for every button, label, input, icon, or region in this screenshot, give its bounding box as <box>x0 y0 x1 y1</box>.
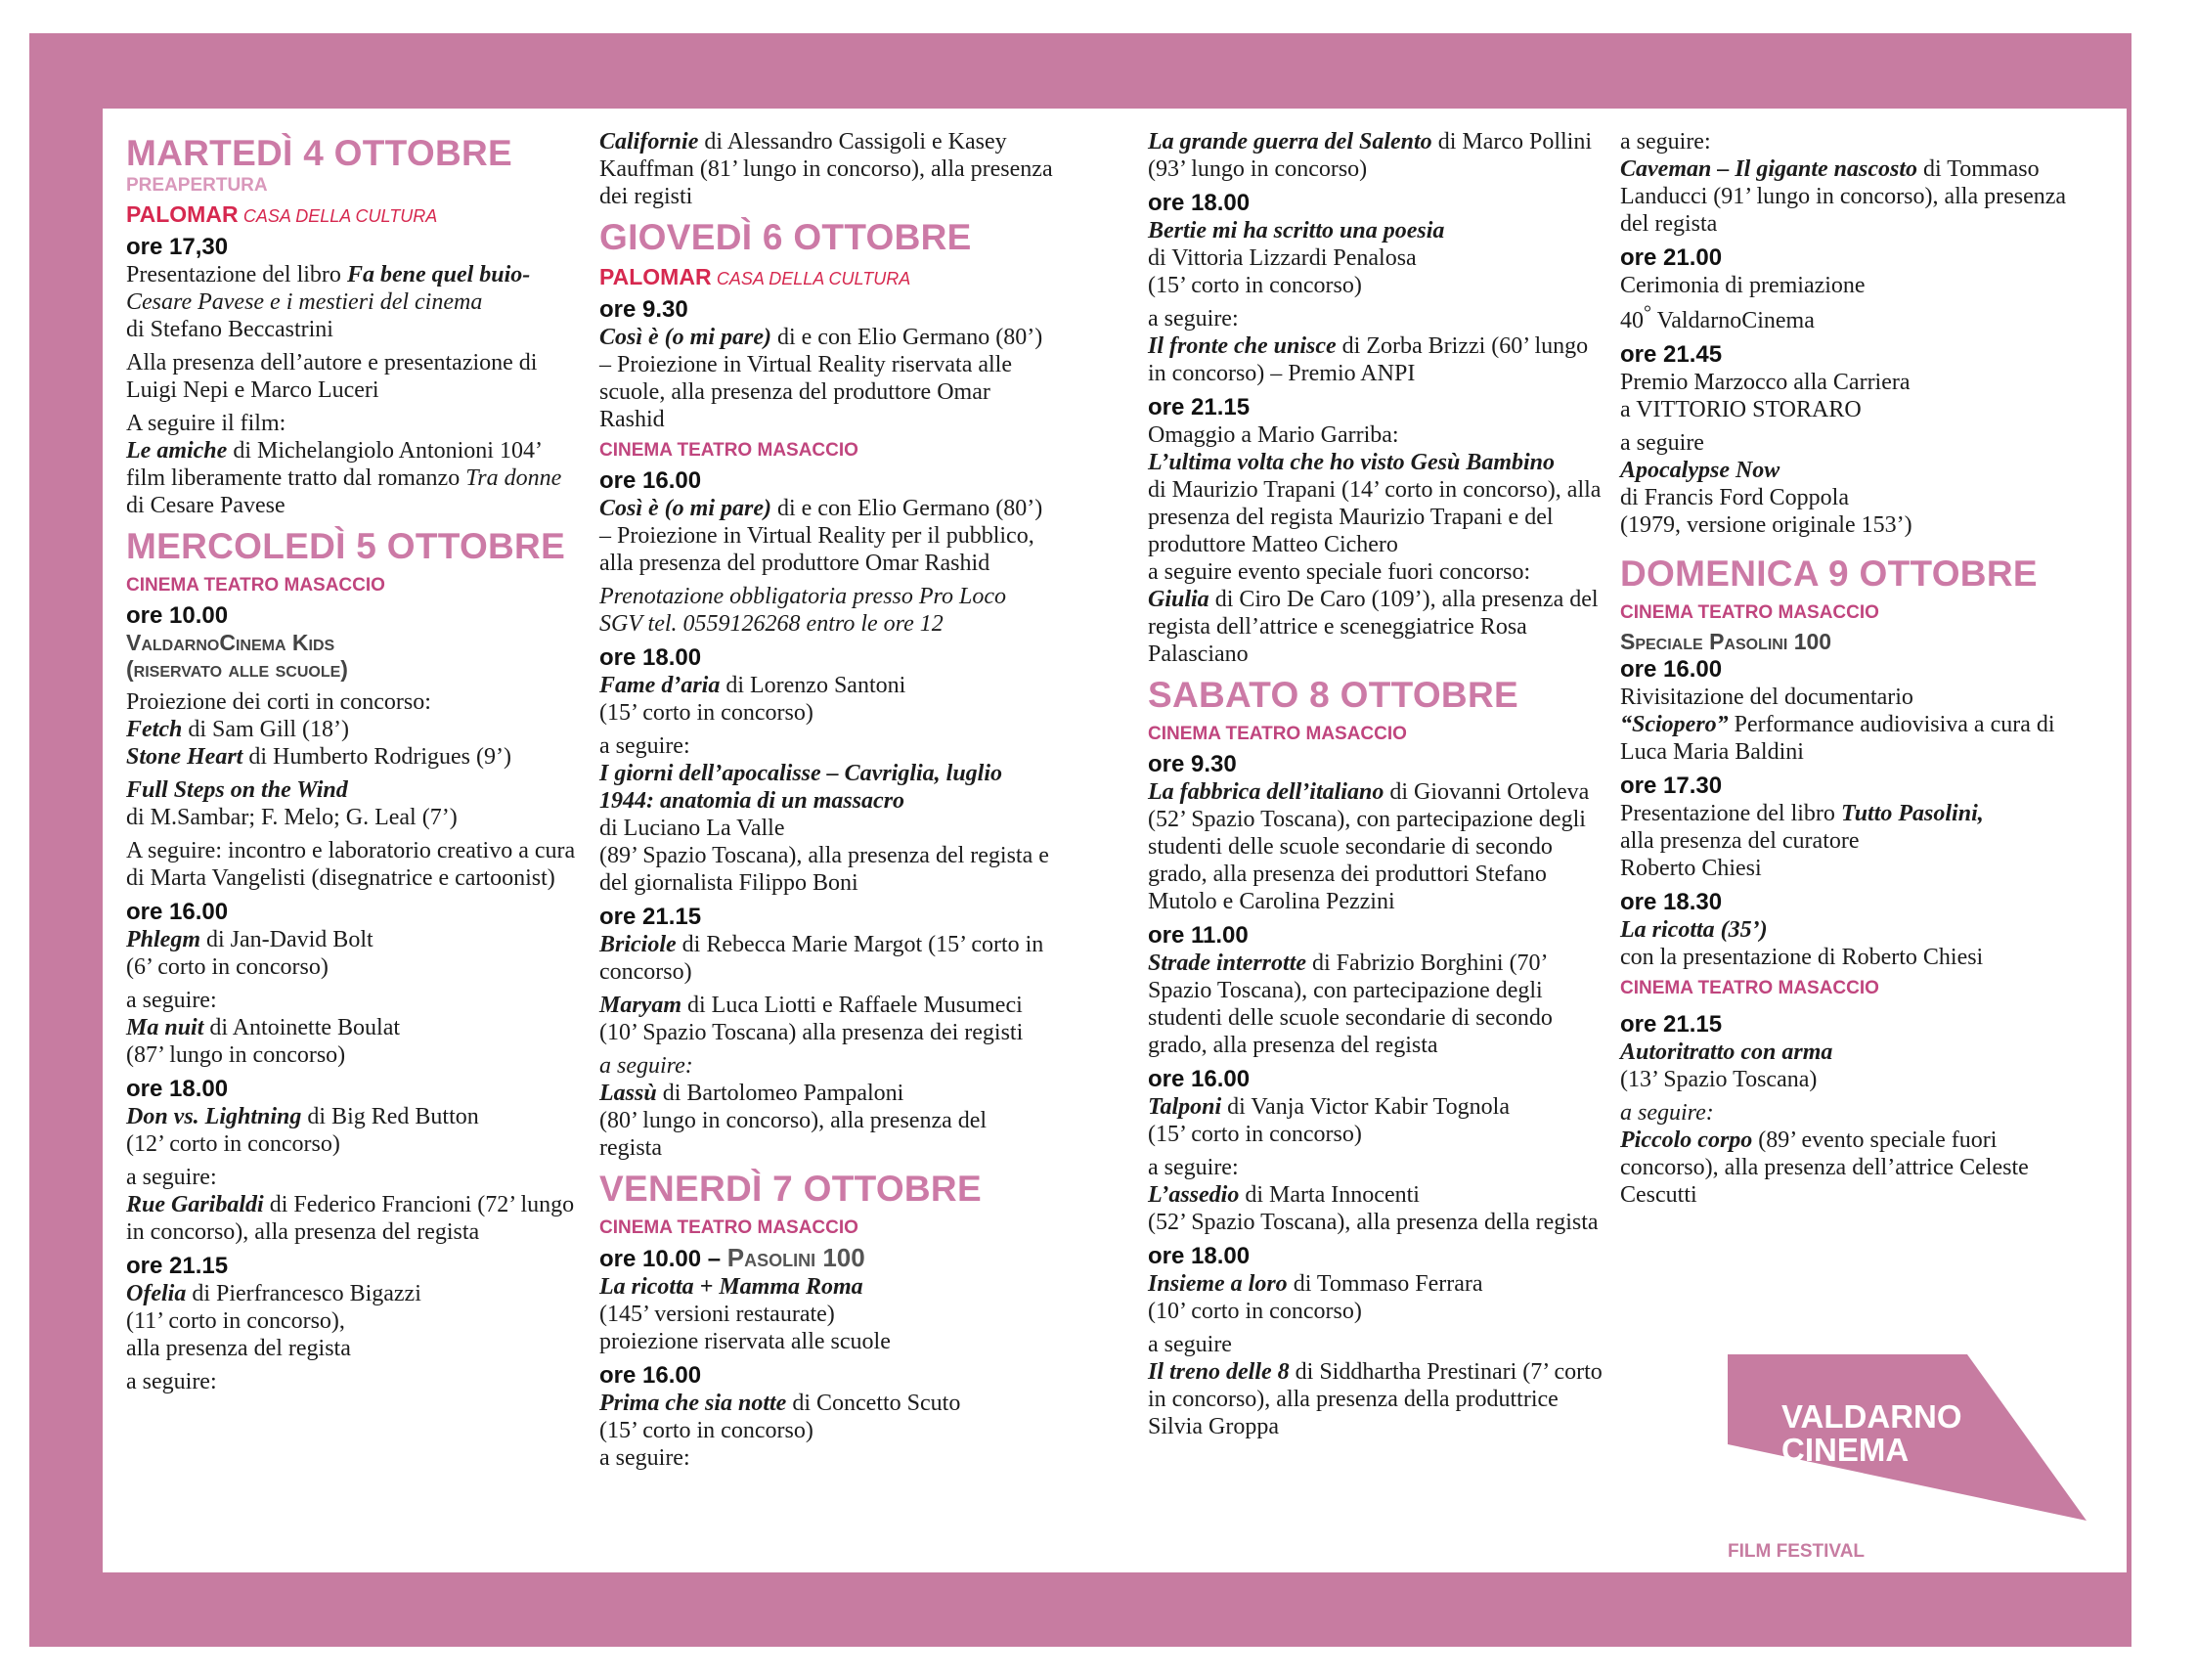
event-text: Ofelia di Pierfrancesco Bigazzi (11’ corto in concorso), alla presenza del regista <box>126 1281 421 1361</box>
event-time: ore 21.15 <box>599 904 702 930</box>
event-time: ore 17,30 <box>126 234 229 260</box>
event-time: ore 16.00 <box>1148 1066 1251 1092</box>
day-heading: GIOVEDÌ 6 OTTOBRE <box>599 217 972 257</box>
event-text: Omaggio a Mario Garriba: L’ultima volta che ho visto Gesù Bambino di Maurizio Trapani (14’ corto in concorso), alla presenza del regista Maurizio Trapani e del produttore Matteo Cichero a seguire evento speciale fuori concorso: Giulia di Ciro De Caro (109’), alla presenza del regista dell’attrice e sceneggiatrice Rosa Palasciano <box>1148 422 1602 667</box>
event-text: Californie di Alessandro Cassigoli e Kasey Kauffman (81’ lungo in concorso), alla presenza dei registi <box>599 129 1053 209</box>
event-time: ore 17.30 <box>1620 773 1723 799</box>
event-time: ore 21.45 <box>1620 341 1723 368</box>
event-text: Proiezione dei corti in concorso: Fetch di Sam Gill (18’) Stone Heart di Humberto Rodrigues (9’) <box>126 689 511 770</box>
venue-subname: CASA DELLA CULTURA <box>716 269 911 288</box>
event-time: ore 18.00 <box>126 1076 229 1102</box>
event-time: ore 16.00 <box>599 467 702 494</box>
event-text: a seguire: Piccolo corpo (89’ evento speciale fuori concorso), alla presenza dell’attrice Celeste Cescutti <box>1620 1100 2029 1208</box>
event-text: Maryam di Luca Liotti e Raffaele Musumeci (10’ Spazio Toscana) alla presenza dei registi <box>599 993 1024 1045</box>
event-text: Bertie mi ha scritto una poesia di Vittoria Lizzardi Penalosa (15’ corto in concorso) <box>1148 218 1445 298</box>
event-text: a seguire: Caveman – Il gigante nascosto di Tommaso Landucci (91’ lungo in concorso), alla presenza del regista <box>1620 129 2067 237</box>
venue-name: PALOMAR <box>126 201 239 227</box>
section-label: (riservato alle scuole) <box>126 656 348 682</box>
event-text: Così è (o mi pare) di e con Elio Germano (80’) – Proiezione in Virtual Reality riservata alle scuole, alla presenza del produttore Omar Rashid <box>599 325 1043 432</box>
event-text: a seguire: L’assedio di Marta Innocenti (52’ Spazio Toscana), alla presenza della regista <box>1148 1155 1599 1235</box>
event-text: Briciole di Rebecca Marie Margot (15’ corto in concorso) <box>599 932 1044 985</box>
event-time: ore 16.00 <box>599 1362 702 1389</box>
event-text: Presentazione del libro Fa bene quel buio- Cesare Pavese e i mestieri del cinema di Stefano Beccastrini <box>126 262 531 342</box>
event-text: a seguire: <box>126 1369 217 1394</box>
event-text: a seguire Il treno delle 8 di Siddhartha Prestinari (7’ corto in concorso), alla presenza della produttrice Silvia Groppa <box>1148 1332 1603 1439</box>
event-time: ore 11.00 <box>1148 922 1249 949</box>
venue-label: CINEMA TEATRO MASACCIO <box>1620 978 1879 998</box>
event-text: Don vs. Lightning di Big Red Button (12’ corto in concorso) <box>126 1104 479 1157</box>
venue-label: CINEMA TEATRO MASACCIO <box>126 575 385 596</box>
venue-label <box>126 202 581 229</box>
event-text: Full Steps on the Wind di M.Sambar; F. Melo; G. Leal (7’) <box>126 777 458 830</box>
event-text: a seguire: Il fronte che unisce di Zorba Brizzi (60’ lungo in concorso) – Premio ANPI <box>1148 306 1589 386</box>
festival-logo-text: VALDARNO CINEMA <box>1781 1398 1962 1468</box>
venue-label <box>599 265 1054 291</box>
day-heading: MARTEDÌ 4 OTTOBRE <box>126 133 512 173</box>
event-text: La fabbrica dell’italiano di Giovanni Ortoleva (52’ Spazio Toscana), con partecipazione degli studenti delle scuole secondarie di secondo grado, alla presenza dei produttori Stefano Mutolo e Carolina Pezzini <box>1148 779 1590 914</box>
event-text: Insieme a loro di Tommaso Ferrara (10’ corto in concorso) <box>1148 1271 1483 1324</box>
venue-subname: CASA DELLA CULTURA <box>242 206 438 226</box>
venue-name: PALOMAR <box>599 264 712 289</box>
event-text: a seguire Apocalypse Now di Francis Ford Coppola (1979, versione originale 153’) <box>1620 430 1912 538</box>
venue-label: CINEMA TEATRO MASACCIO <box>1620 602 1879 623</box>
event-text: Rivisitazione del documentario “Sciopero” Performance audiovisiva a cura di Luca Maria Baldini <box>1620 685 2055 765</box>
program-sheet <box>103 109 2127 1572</box>
column-4 <box>1620 128 2080 1215</box>
event-time: ore 18.00 <box>1148 190 1251 216</box>
event-text: A seguire: incontro e laboratorio creativo a cura di Marta Vangelisti (disegnatrice e cartoonist) <box>126 838 576 891</box>
venue-label: CINEMA TEATRO MASACCIO <box>599 1217 858 1238</box>
festival-logo-subtitle: FILM FESTIVAL <box>1728 1541 1866 1562</box>
event-text: La ricotta (35’) con la presentazione di Roberto Chiesi <box>1620 917 1984 970</box>
event-time: ore 18.30 <box>1620 889 1723 915</box>
event-time: ore 21.00 <box>1620 244 1723 271</box>
column-1 <box>126 128 581 1401</box>
event-text: Alla presenza dell’autore e presentazione di Luigi Nepi e Marco Luceri <box>126 350 538 403</box>
event-time: ore 9.30 <box>599 296 688 323</box>
event-time: ore 10.00 – Pasolini 100 <box>599 1243 865 1272</box>
event-text: a seguire: Lassù di Bartolomeo Pampaloni (80’ lungo in concorso), alla presenza del regista <box>599 1053 988 1161</box>
event-text: Prima che sia notte di Concetto Scuto (15’ corto in concorso) a seguire: <box>599 1391 961 1471</box>
special-label: Pasolini 100 <box>726 1243 865 1272</box>
event-time: ore 21.15 <box>1620 1011 1723 1038</box>
booking-note: Prenotazione obbligatoria presso Pro Loco SGV tel. 0559126268 entro le ore 12 <box>599 584 1006 637</box>
event-text: La ricotta + Mamma Roma (145’ versioni restaurate) proiezione riservata alle scuole <box>599 1274 891 1354</box>
event-text: Presentazione del libro Tutto Pasolini, alla presenza del curatore Roberto Chiesi <box>1620 801 1984 881</box>
event-text: Così è (o mi pare) di e con Elio Germano (80’) – Proiezione in Virtual Reality per il pubblico, alla presenza del produttore Omar Rashid <box>599 496 1043 576</box>
event-text: a seguire: I giorni dell’apocalisse – Cavriglia, luglio 1944: anatomia di un massacro di Luciano La Valle (89’ Spazio Toscana), alla presenza del regista e del giornalista Filippo Boni <box>599 733 1049 896</box>
day-heading: VENERDÌ 7 OTTOBRE <box>599 1169 982 1209</box>
event-time: ore 10.00 <box>126 602 229 629</box>
column-2 <box>599 128 1054 1478</box>
day-subheading: PREAPERTURA <box>126 175 268 196</box>
event-text: Strade interrotte di Fabrizio Borghini (70’ Spazio Toscana), con partecipazione degli studenti delle scuole secondarie di secondo grado, alla presenza del regista <box>1148 951 1553 1058</box>
event-text: Premio Marzocco alla Carriera a VITTORIO STORARO <box>1620 370 1911 422</box>
event-time: ore 21.15 <box>126 1253 229 1279</box>
event-time: ore 9.30 <box>1148 751 1237 777</box>
event-text: Cerimonia di premiazione 40° ValdarnoCinema <box>1620 273 1866 333</box>
column-3 <box>1148 128 1603 1446</box>
event-text: a seguire: Ma nuit di Antoinette Boulat (87’ lungo in concorso) <box>126 988 401 1068</box>
event-text: Talponi di Vanja Victor Kabir Tognola (15’ corto in concorso) <box>1148 1094 1510 1147</box>
day-heading: DOMENICA 9 OTTOBRE <box>1620 553 2038 594</box>
event-text: Autoritratto con arma (13’ Spazio Toscana) <box>1620 1039 1833 1092</box>
event-text: a seguire: Rue Garibaldi di Federico Francioni (72’ lungo in concorso), alla presenza del regista <box>126 1165 575 1245</box>
venue-label: CINEMA TEATRO MASACCIO <box>599 440 858 461</box>
venue-label: CINEMA TEATRO MASACCIO <box>1148 724 1407 744</box>
section-label: ValdarnoCinema Kids <box>126 630 335 655</box>
event-text: Fame d’aria di Lorenzo Santoni (15’ corto in concorso) <box>599 673 906 726</box>
event-time: ore 18.00 <box>1148 1243 1251 1269</box>
event-text: A seguire il film: Le amiche di Michelangiolo Antonioni 104’ film liberamente tratto dal romanzo Tra donne di Cesare Pavese <box>126 411 562 518</box>
event-time: ore 16.00 <box>1620 656 1723 683</box>
event-text: La grande guerra del Salento di Marco Pollini (93’ lungo in concorso) <box>1148 129 1593 182</box>
day-heading: MERCOLEDÌ 5 OTTOBRE <box>126 526 566 566</box>
event-time: ore 16.00 <box>126 899 229 925</box>
special-label: Speciale Pasolini 100 <box>1620 629 1832 654</box>
event-text: Phlegm di Jan-David Bolt (6’ corto in concorso) <box>126 927 373 980</box>
event-time: ore 18.00 <box>599 644 702 671</box>
day-heading: SABATO 8 OTTOBRE <box>1148 675 1518 715</box>
event-time: ore 21.15 <box>1148 394 1251 420</box>
